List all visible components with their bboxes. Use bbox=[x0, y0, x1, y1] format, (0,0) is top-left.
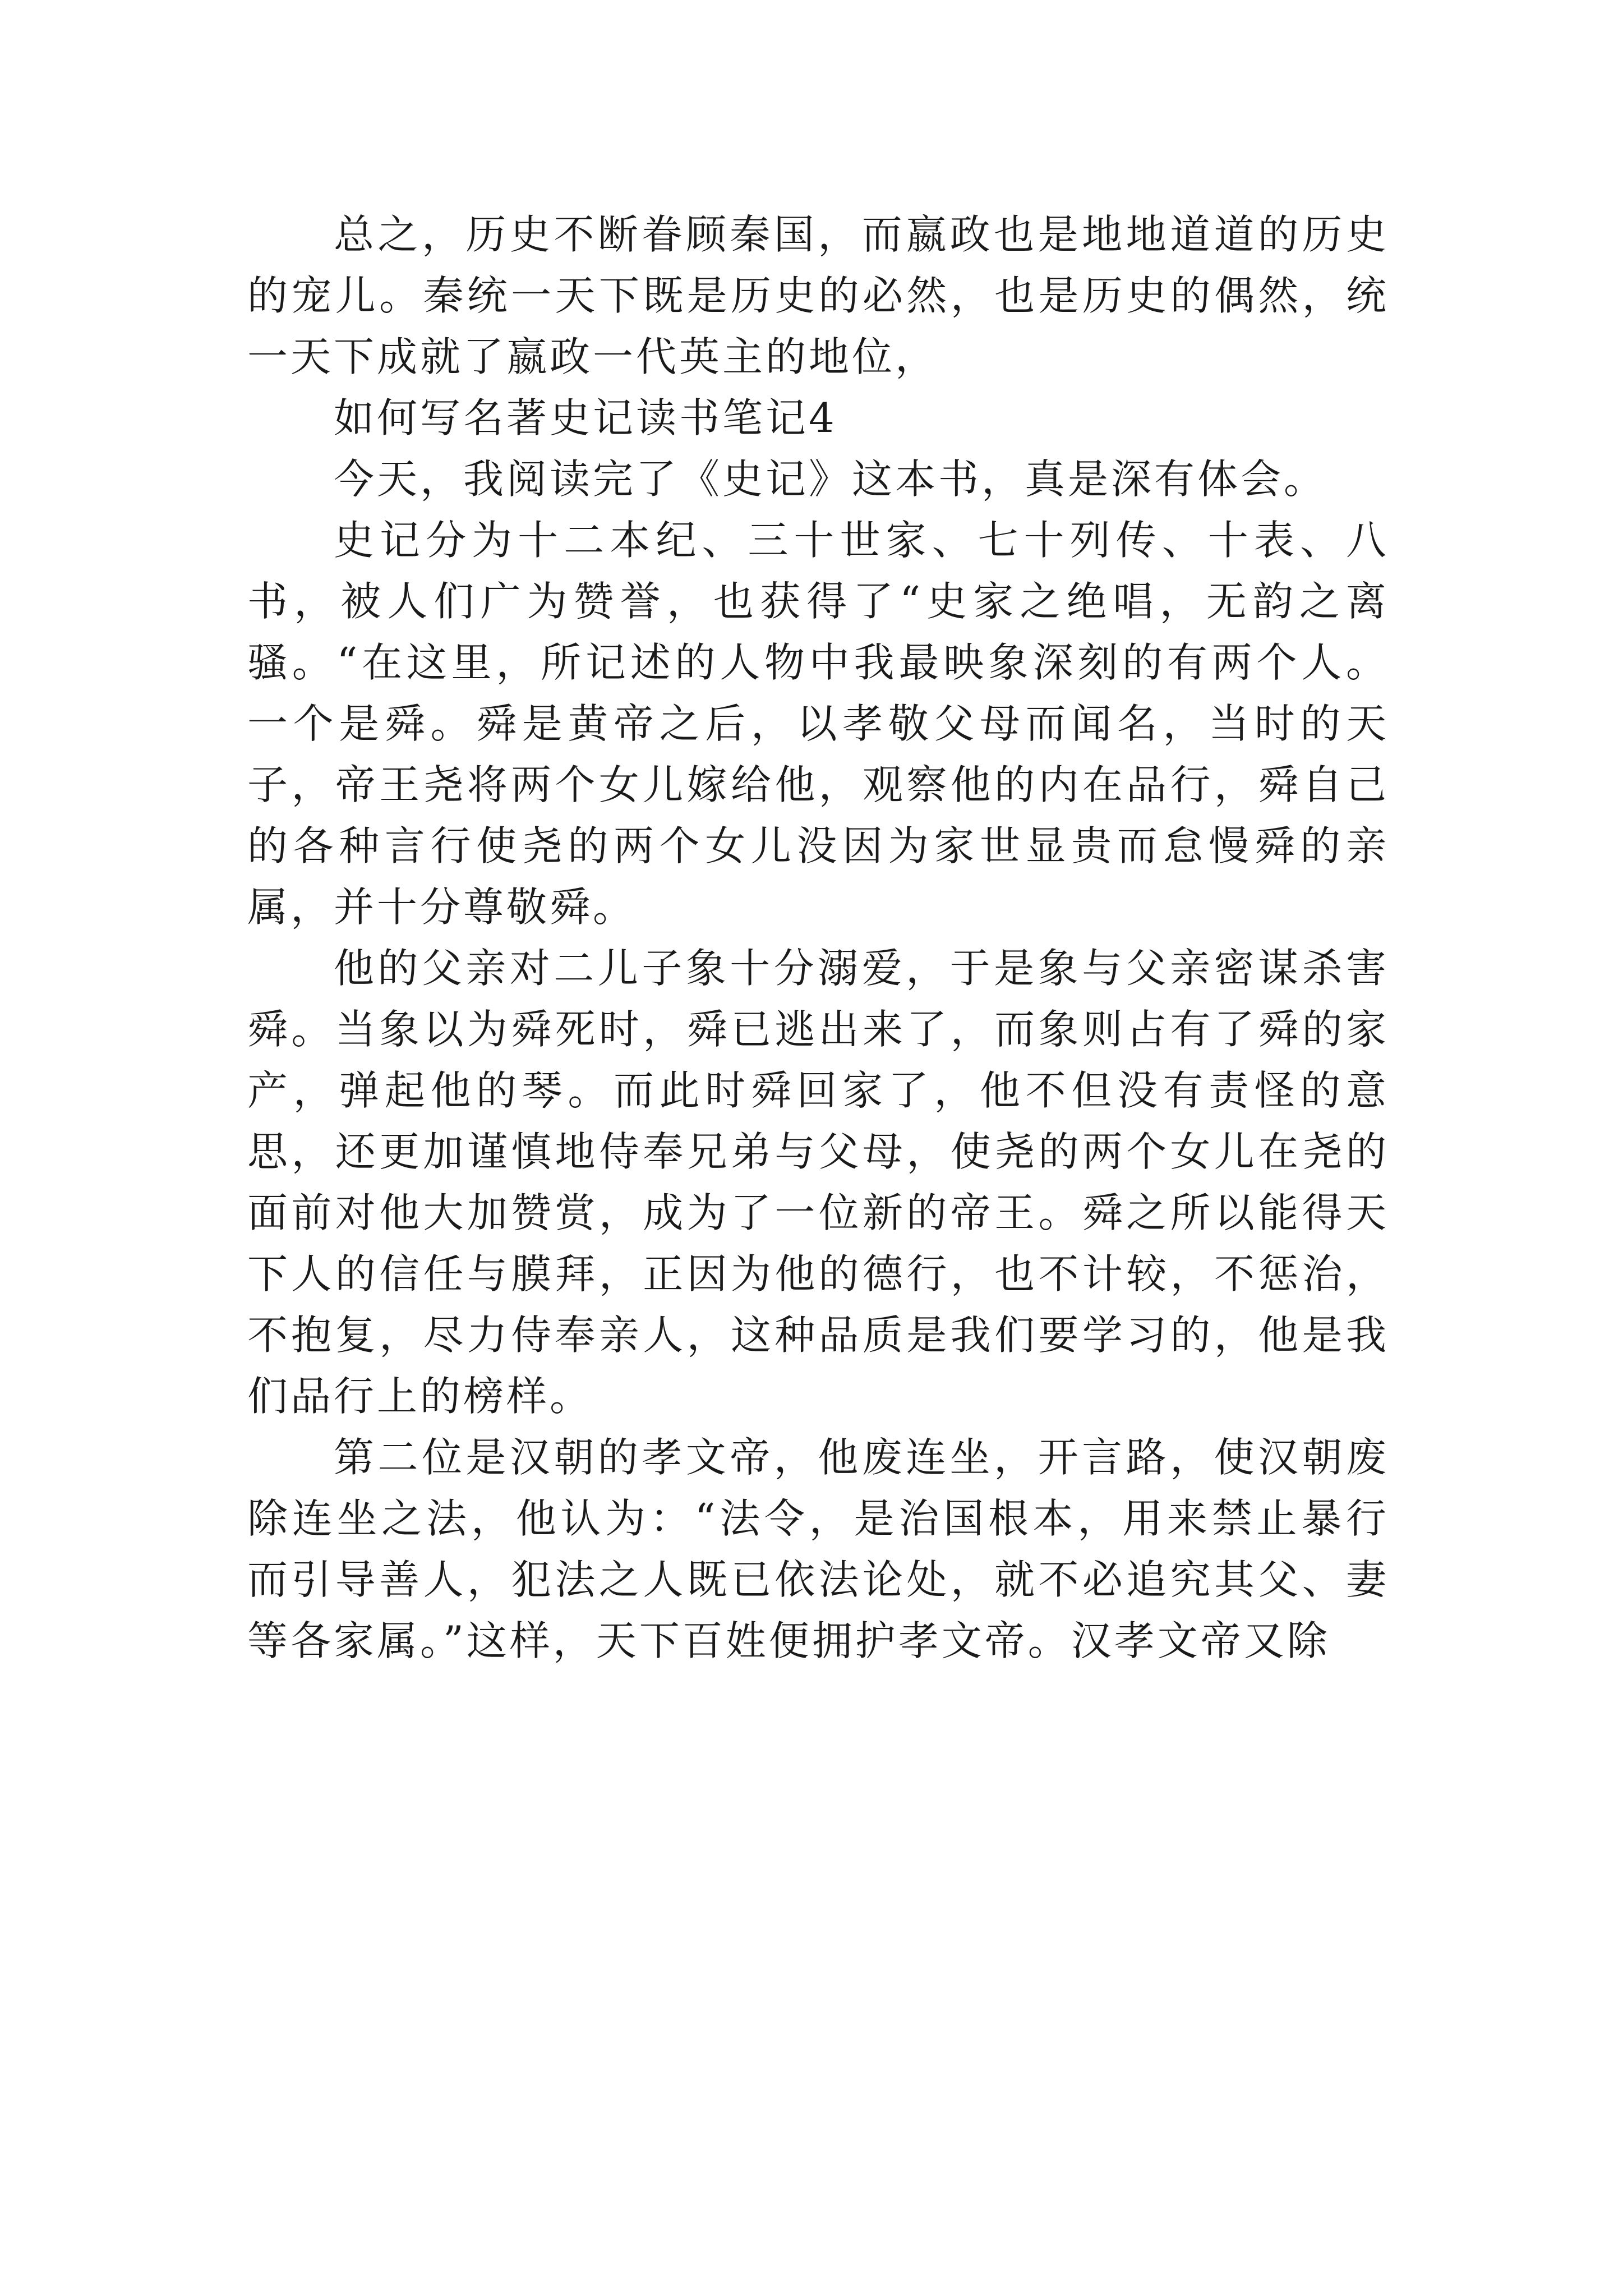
document-body bbox=[247, 204, 1389, 1672]
section-heading: 如何写名著史记读书笔记4 bbox=[334, 394, 837, 441]
paragraph-intro: 今天，我阅读完了《史记》这本书，真是深有体会。 bbox=[334, 455, 1327, 503]
paragraph-conclusion: 总之，历史不断眷顾秦国，而嬴政也是地地道道的历史的宠儿。秦统一天下既是历史的必然，也是历史的偶然，统一天下成就了嬴政一代英主的地位， bbox=[247, 211, 1389, 380]
paragraph-shun: 史记分为十二本纪、三十世家、七十列传、十表、八书，被人们广为赞誉，也获得了“史家之绝唱，无韵之离骚。“在这里，所记述的人物中我最映象深刻的有两个人。一个是舜。舜是黄帝之后，以孝敬父母而闻名，当时的天子，帝王尧将两个女儿嫁给他，观察他的内在品行，舜自己的各种言行使尧的两个女儿没因为家世显贵而怠慢舜的亲属，并十分尊敬舜。 bbox=[247, 517, 1389, 931]
paragraph-emperor-wen: 第二位是汉朝的孝文帝，他废连坐，开言路，使汉朝废除连坐之法，他认为：“法令，是治国根本，用来禁止暴行而引导善人，犯法之人既已依法论处，就不必追究其父、妻等各家属。”这样，天下百姓便拥护孝文帝。汉孝文帝又除 bbox=[247, 1434, 1389, 1664]
paragraph-shun-virtue: 他的父亲对二儿子象十分溺爱，于是象与父亲密谋杀害舜。当象以为舜死时，舜已逃出来了，而象则占有了舜的家产，弹起他的琴。而此时舜回家了，他不但没有责怪的意思，还更加谨慎地侍奉兄弟与父母，使尧的两个女儿在尧的面前对他大加赞赏，成为了一位新的帝王。舜之所以能得天下人的信任与膜拜，正因为他的德行，也不计较，不惩治，不抱复，尽力侍奉亲人，这种品质是我们要学习的，他是我们品行上的榜样。 bbox=[247, 945, 1389, 1420]
